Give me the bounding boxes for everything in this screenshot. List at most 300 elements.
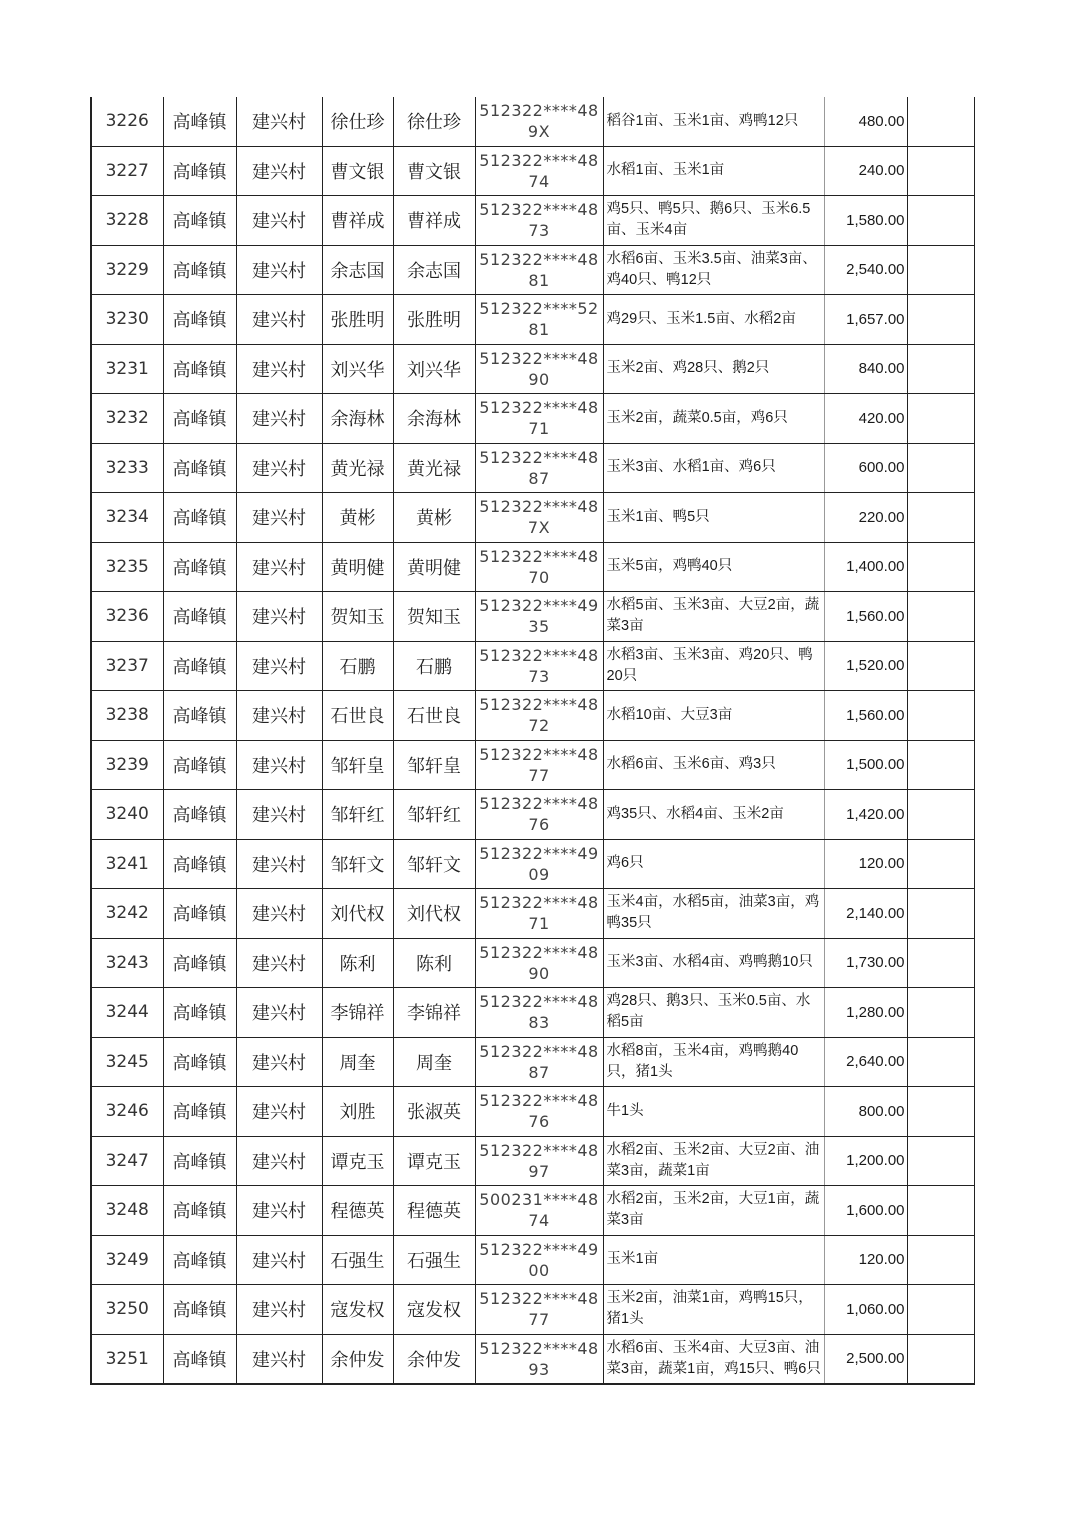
subsidy-items-cell — [603, 938, 824, 988]
row-number: 3242 — [91, 889, 163, 939]
remarks-cell — [907, 493, 974, 543]
amount-cell: 1,560.00 — [824, 592, 907, 642]
row-number: 3229 — [91, 245, 163, 295]
account-holder-cell: 石世良 — [393, 691, 475, 741]
village-cell: 建兴村 — [236, 790, 322, 840]
amount-cell: 420.00 — [824, 394, 907, 444]
id-number-line-1: 512322****48 — [479, 992, 599, 1012]
account-holder-cell: 黄光禄 — [393, 443, 475, 493]
id-number-cell — [475, 493, 603, 543]
town-cell: 高峰镇 — [163, 542, 236, 592]
amount-cell: 120.00 — [824, 1235, 907, 1285]
subsidy-items-cell — [603, 146, 824, 196]
id-number-line-1: 512322****48 — [479, 744, 599, 764]
id-number-line-2: 9X — [527, 122, 551, 142]
row-number: 3232 — [91, 394, 163, 444]
id-number-cell — [475, 1334, 603, 1384]
remarks-cell — [907, 1235, 974, 1285]
remarks-cell — [907, 344, 974, 394]
id-number-line-2: 77 — [528, 765, 550, 785]
amount-cell: 1,420.00 — [824, 790, 907, 840]
id-number-line-2: 74 — [528, 1211, 550, 1231]
id-number-cell — [475, 344, 603, 394]
table-row — [91, 196, 974, 246]
id-number-line-1: 512322****48 — [479, 101, 599, 121]
id-number-line-2: 09 — [528, 864, 550, 884]
subsidy-items-cell — [603, 1186, 824, 1236]
id-number-cell — [475, 839, 603, 889]
account-holder-cell: 石鹏 — [393, 641, 475, 691]
amount-cell: 220.00 — [824, 493, 907, 543]
subsidy-items-cell — [603, 740, 824, 790]
remarks-cell — [907, 740, 974, 790]
subsidy-items-text: 玉米2亩、鸡28只、鹅2只 — [606, 360, 770, 377]
id-number-line-1: 512322****48 — [479, 200, 599, 220]
subsidy-items-cell — [603, 1334, 824, 1384]
remarks-cell — [907, 245, 974, 295]
name-cell: 徐仕珍 — [322, 97, 393, 146]
remarks-cell — [907, 938, 974, 988]
name-cell: 曹文银 — [322, 146, 393, 196]
row-number: 3230 — [91, 295, 163, 345]
id-number-line-1: 512322****48 — [479, 497, 599, 517]
id-number-line-1: 512322****48 — [479, 893, 599, 913]
town-cell: 高峰镇 — [163, 1235, 236, 1285]
id-number-line-1: 512322****48 — [479, 794, 599, 814]
id-number-line-1: 512322****48 — [479, 1091, 599, 1111]
subsidy-items-text: 鸡28只、鹅3只、玉米0.5亩、水稻5亩 — [606, 993, 811, 1031]
name-cell: 程德英 — [322, 1186, 393, 1236]
remarks-cell — [907, 1334, 974, 1384]
remarks-cell — [907, 691, 974, 741]
row-number: 3233 — [91, 443, 163, 493]
village-cell: 建兴村 — [236, 146, 322, 196]
table-row — [91, 245, 974, 295]
row-number: 3244 — [91, 988, 163, 1038]
remarks-cell — [907, 988, 974, 1038]
subsidy-items-cell — [603, 1037, 824, 1087]
id-number-cell — [475, 641, 603, 691]
village-cell: 建兴村 — [236, 443, 322, 493]
table-row — [91, 394, 974, 444]
village-cell: 建兴村 — [236, 1235, 322, 1285]
id-number-line-1: 512322****48 — [479, 645, 599, 665]
name-cell: 张胜明 — [322, 295, 393, 345]
id-number-cell — [475, 1087, 603, 1137]
table-row — [91, 889, 974, 939]
id-number-line-2: 87 — [528, 468, 550, 488]
amount-cell: 1,600.00 — [824, 1186, 907, 1236]
id-number-line-1: 512322****49 — [479, 843, 599, 863]
table-row — [91, 1186, 974, 1236]
id-number-line-2: 76 — [528, 1112, 550, 1132]
town-cell: 高峰镇 — [163, 97, 236, 146]
name-cell: 邹轩文 — [322, 839, 393, 889]
table-row — [91, 443, 974, 493]
account-holder-cell: 邹轩文 — [393, 839, 475, 889]
amount-cell: 1,060.00 — [824, 1285, 907, 1335]
row-number: 3239 — [91, 740, 163, 790]
subsidy-items-text: 玉米2亩，油菜1亩，鸡鸭15只，猪1头 — [606, 1290, 813, 1328]
id-number-line-1: 512322****48 — [479, 249, 599, 269]
id-number-line-1: 512322****49 — [479, 596, 599, 616]
table-row — [91, 1087, 974, 1137]
town-cell: 高峰镇 — [163, 1186, 236, 1236]
id-number-line-1: 512322****49 — [479, 1239, 599, 1259]
id-number-line-1: 512322****48 — [479, 695, 599, 715]
name-cell: 邹轩红 — [322, 790, 393, 840]
account-holder-cell: 周奎 — [393, 1037, 475, 1087]
id-number-line-2: 70 — [528, 567, 550, 587]
id-number-line-2: 73 — [528, 221, 550, 241]
account-holder-cell: 程德英 — [393, 1186, 475, 1236]
subsidy-items-cell — [603, 344, 824, 394]
id-number-cell — [475, 542, 603, 592]
account-holder-cell: 李锦祥 — [393, 988, 475, 1038]
name-cell: 刘胜 — [322, 1087, 393, 1137]
row-number: 3248 — [91, 1186, 163, 1236]
subsidy-items-cell — [603, 1235, 824, 1285]
amount-cell: 1,560.00 — [824, 691, 907, 741]
amount-cell: 1,400.00 — [824, 542, 907, 592]
remarks-cell — [907, 1037, 974, 1087]
account-holder-cell: 曹文银 — [393, 146, 475, 196]
id-number-line-2: 81 — [528, 320, 550, 340]
name-cell: 邹轩皇 — [322, 740, 393, 790]
table-row — [91, 641, 974, 691]
id-number-cell — [475, 988, 603, 1038]
id-number-line-1: 512322****48 — [479, 1289, 599, 1309]
account-holder-cell: 余仲发 — [393, 1334, 475, 1384]
remarks-cell — [907, 1087, 974, 1137]
amount-cell: 2,500.00 — [824, 1334, 907, 1384]
subsidy-items-cell — [603, 691, 824, 741]
id-number-line-2: 73 — [528, 666, 550, 686]
id-number-line-2: 90 — [528, 963, 550, 983]
subsidy-items-text: 水稻6亩、玉米3.5亩、油菜3亩、鸡40只、鸭12只 — [606, 250, 817, 288]
subsidy-items-text: 鸡35只、水稻4亩、玉米2亩 — [606, 805, 784, 822]
subsidy-items-text: 水稻6亩、玉米4亩、大豆3亩、油菜3亩，蔬菜1亩，鸡15只、鸭6只 — [606, 1339, 821, 1377]
village-cell: 建兴村 — [236, 344, 322, 394]
row-number: 3234 — [91, 493, 163, 543]
id-number-cell — [475, 97, 603, 146]
village-cell: 建兴村 — [236, 1334, 322, 1384]
id-number-line-1: 500231****48 — [479, 1190, 599, 1210]
remarks-cell — [907, 443, 974, 493]
amount-cell: 240.00 — [824, 146, 907, 196]
village-cell: 建兴村 — [236, 196, 322, 246]
remarks-cell — [907, 641, 974, 691]
row-number: 3246 — [91, 1087, 163, 1137]
row-number: 3236 — [91, 592, 163, 642]
subsidy-items-cell — [603, 790, 824, 840]
account-holder-cell: 张淑英 — [393, 1087, 475, 1137]
table-row — [91, 988, 974, 1038]
remarks-cell — [907, 1186, 974, 1236]
subsidy-items-cell — [603, 443, 824, 493]
id-number-line-2: 71 — [528, 419, 550, 439]
village-cell: 建兴村 — [236, 295, 322, 345]
village-cell: 建兴村 — [236, 641, 322, 691]
subsidy-items-text: 稻谷1亩、玉米1亩、鸡鸭12只 — [606, 112, 799, 129]
town-cell: 高峰镇 — [163, 394, 236, 444]
table-row — [91, 1235, 974, 1285]
town-cell: 高峰镇 — [163, 592, 236, 642]
subsidy-items-text: 玉米4亩，水稻5亩，油菜3亩，鸡鸭35只 — [606, 894, 820, 932]
id-number-cell — [475, 691, 603, 741]
town-cell: 高峰镇 — [163, 196, 236, 246]
id-number-line-2: 71 — [528, 914, 550, 934]
amount-cell: 480.00 — [824, 97, 907, 146]
table-row — [91, 839, 974, 889]
subsidy-items-text: 玉米3亩、水稻4亩、鸡鸭鹅10只 — [606, 954, 813, 971]
id-number-cell — [475, 592, 603, 642]
account-holder-cell: 曹祥成 — [393, 196, 475, 246]
town-cell: 高峰镇 — [163, 988, 236, 1038]
subsidy-items-text: 水稻6亩、玉米6亩、鸡3只 — [606, 756, 776, 773]
village-cell: 建兴村 — [236, 245, 322, 295]
town-cell: 高峰镇 — [163, 245, 236, 295]
subsidy-items-text: 玉米3亩、水稻1亩、鸡6只 — [606, 459, 776, 476]
name-cell: 余志国 — [322, 245, 393, 295]
row-number: 3250 — [91, 1285, 163, 1335]
id-number-line-1: 512322****48 — [479, 150, 599, 170]
remarks-cell — [907, 542, 974, 592]
subsidy-table — [90, 97, 975, 1385]
table-row — [91, 691, 974, 741]
amount-cell: 1,280.00 — [824, 988, 907, 1038]
id-number-line-2: 93 — [528, 1359, 550, 1379]
village-cell: 建兴村 — [236, 97, 322, 146]
name-cell: 陈利 — [322, 938, 393, 988]
account-holder-cell: 刘代权 — [393, 889, 475, 939]
amount-cell: 120.00 — [824, 839, 907, 889]
town-cell: 高峰镇 — [163, 443, 236, 493]
village-cell: 建兴村 — [236, 691, 322, 741]
id-number-line-2: 74 — [528, 171, 550, 191]
town-cell: 高峰镇 — [163, 1285, 236, 1335]
remarks-cell — [907, 889, 974, 939]
subsidy-items-text: 牛1头 — [606, 1102, 644, 1119]
id-number-line-2: 76 — [528, 815, 550, 835]
id-number-cell — [475, 295, 603, 345]
amount-cell: 600.00 — [824, 443, 907, 493]
table-row — [91, 1136, 974, 1186]
id-number-line-1: 512322****48 — [479, 1338, 599, 1358]
id-number-line-1: 512322****48 — [479, 546, 599, 566]
amount-cell: 1,730.00 — [824, 938, 907, 988]
table-row — [91, 146, 974, 196]
account-holder-cell: 邹轩红 — [393, 790, 475, 840]
remarks-cell — [907, 146, 974, 196]
row-number: 3235 — [91, 542, 163, 592]
amount-cell: 2,140.00 — [824, 889, 907, 939]
village-cell: 建兴村 — [236, 592, 322, 642]
id-number-line-2: 90 — [528, 369, 550, 389]
id-number-cell — [475, 146, 603, 196]
row-number: 3247 — [91, 1136, 163, 1186]
account-holder-cell: 石强生 — [393, 1235, 475, 1285]
id-number-cell — [475, 1037, 603, 1087]
subsidy-items-cell — [603, 542, 824, 592]
id-number-line-2: 87 — [528, 1062, 550, 1082]
subsidy-items-cell — [603, 839, 824, 889]
table-row — [91, 542, 974, 592]
id-number-line-2: 35 — [528, 617, 550, 637]
amount-cell: 840.00 — [824, 344, 907, 394]
amount-cell: 800.00 — [824, 1087, 907, 1137]
town-cell: 高峰镇 — [163, 839, 236, 889]
amount-cell: 1,500.00 — [824, 740, 907, 790]
name-cell: 刘兴华 — [322, 344, 393, 394]
table-row — [91, 938, 974, 988]
town-cell: 高峰镇 — [163, 1136, 236, 1186]
subsidy-items-text: 水稻10亩、大豆3亩 — [606, 706, 733, 723]
name-cell: 李锦祥 — [322, 988, 393, 1038]
table-row — [91, 97, 974, 146]
subsidy-items-text: 水稻2亩、玉米2亩、大豆2亩、油菜3亩，蔬菜1亩 — [606, 1141, 820, 1179]
id-number-cell — [475, 1186, 603, 1236]
id-number-line-2: 97 — [528, 1161, 550, 1181]
id-number-line-1: 512322****48 — [479, 1041, 599, 1061]
village-cell: 建兴村 — [236, 938, 322, 988]
subsidy-items-cell — [603, 97, 824, 146]
subsidy-items-cell — [603, 394, 824, 444]
account-holder-cell: 贺知玉 — [393, 592, 475, 642]
account-holder-cell: 刘兴华 — [393, 344, 475, 394]
id-number-line-1: 512322****48 — [479, 1140, 599, 1160]
account-holder-cell: 邹轩皇 — [393, 740, 475, 790]
name-cell: 曹祥成 — [322, 196, 393, 246]
name-cell: 石世良 — [322, 691, 393, 741]
town-cell: 高峰镇 — [163, 344, 236, 394]
account-holder-cell: 黄明健 — [393, 542, 475, 592]
name-cell: 周奎 — [322, 1037, 393, 1087]
id-number-line-2: 77 — [528, 1310, 550, 1330]
subsidy-items-cell — [603, 245, 824, 295]
table-row — [91, 1334, 974, 1384]
account-holder-cell: 余海林 — [393, 394, 475, 444]
name-cell: 黄彬 — [322, 493, 393, 543]
town-cell: 高峰镇 — [163, 740, 236, 790]
account-holder-cell: 张胜明 — [393, 295, 475, 345]
town-cell: 高峰镇 — [163, 1037, 236, 1087]
id-number-line-2: 81 — [528, 270, 550, 290]
village-cell: 建兴村 — [236, 394, 322, 444]
subsidy-items-cell — [603, 592, 824, 642]
id-number-cell — [475, 1136, 603, 1186]
id-number-cell — [475, 1285, 603, 1335]
account-holder-cell: 寇发权 — [393, 1285, 475, 1335]
remarks-cell — [907, 196, 974, 246]
subsidy-items-text: 鸡6只 — [606, 855, 644, 872]
id-number-line-1: 512322****52 — [479, 299, 599, 319]
subsidy-items-cell — [603, 1285, 824, 1335]
name-cell: 黄光禄 — [322, 443, 393, 493]
table-row — [91, 1037, 974, 1087]
subsidy-items-cell — [603, 889, 824, 939]
amount-cell: 1,580.00 — [824, 196, 907, 246]
remarks-cell — [907, 295, 974, 345]
table-row — [91, 790, 974, 840]
town-cell: 高峰镇 — [163, 691, 236, 741]
subsidy-items-cell — [603, 1136, 824, 1186]
subsidy-items-cell — [603, 1087, 824, 1137]
subsidy-items-text: 水稻5亩、玉米3亩、大豆2亩，蔬菜3亩 — [606, 597, 820, 635]
account-holder-cell: 余志国 — [393, 245, 475, 295]
town-cell: 高峰镇 — [163, 641, 236, 691]
subsidy-items-cell — [603, 641, 824, 691]
subsidy-items-text: 水稻2亩，玉米2亩，大豆1亩，蔬菜3亩 — [606, 1191, 820, 1229]
village-cell: 建兴村 — [236, 988, 322, 1038]
id-number-line-1: 512322****48 — [479, 398, 599, 418]
row-number: 3249 — [91, 1235, 163, 1285]
id-number-cell — [475, 889, 603, 939]
row-number: 3231 — [91, 344, 163, 394]
row-number: 3245 — [91, 1037, 163, 1087]
remarks-cell — [907, 394, 974, 444]
id-number-line-2: 83 — [528, 1013, 550, 1033]
account-holder-cell: 陈利 — [393, 938, 475, 988]
subsidy-items-cell — [603, 493, 824, 543]
amount-cell: 1,520.00 — [824, 641, 907, 691]
town-cell: 高峰镇 — [163, 889, 236, 939]
name-cell: 余仲发 — [322, 1334, 393, 1384]
name-cell: 余海林 — [322, 394, 393, 444]
subsidy-items-text: 水稻8亩，玉米4亩，鸡鸭鹅40只，猪1头 — [606, 1042, 799, 1080]
name-cell: 黄明健 — [322, 542, 393, 592]
id-number-line-1: 512322****48 — [479, 348, 599, 368]
subsidy-items-cell — [603, 988, 824, 1038]
subsidy-items-cell — [603, 295, 824, 345]
row-number: 3228 — [91, 196, 163, 246]
subsidy-items-text: 玉米5亩，鸡鸭40只 — [606, 558, 733, 575]
remarks-cell — [907, 592, 974, 642]
table-row — [91, 740, 974, 790]
row-number: 3238 — [91, 691, 163, 741]
account-holder-cell: 黄彬 — [393, 493, 475, 543]
table-row — [91, 295, 974, 345]
name-cell: 刘代权 — [322, 889, 393, 939]
amount-cell: 1,200.00 — [824, 1136, 907, 1186]
id-number-cell — [475, 1235, 603, 1285]
town-cell: 高峰镇 — [163, 146, 236, 196]
amount-cell: 2,540.00 — [824, 245, 907, 295]
id-number-cell — [475, 790, 603, 840]
town-cell: 高峰镇 — [163, 1334, 236, 1384]
remarks-cell — [907, 839, 974, 889]
town-cell: 高峰镇 — [163, 1087, 236, 1137]
name-cell: 寇发权 — [322, 1285, 393, 1335]
remarks-cell — [907, 790, 974, 840]
subsidy-items-cell — [603, 196, 824, 246]
amount-cell: 1,657.00 — [824, 295, 907, 345]
id-number-line-2: 72 — [528, 716, 550, 736]
subsidy-items-text: 水稻3亩、玉米3亩、鸡20只、鸭20只 — [606, 646, 813, 684]
id-number-cell — [475, 443, 603, 493]
village-cell: 建兴村 — [236, 839, 322, 889]
table-row — [91, 592, 974, 642]
row-number: 3241 — [91, 839, 163, 889]
row-number: 3227 — [91, 146, 163, 196]
remarks-cell — [907, 1136, 974, 1186]
account-holder-cell: 徐仕珍 — [393, 97, 475, 146]
subsidy-items-text: 水稻1亩、玉米1亩 — [606, 162, 725, 179]
subsidy-items-text: 玉米1亩、鸭5只 — [606, 508, 710, 525]
row-number: 3251 — [91, 1334, 163, 1384]
id-number-line-1: 512322****48 — [479, 447, 599, 467]
village-cell: 建兴村 — [236, 542, 322, 592]
